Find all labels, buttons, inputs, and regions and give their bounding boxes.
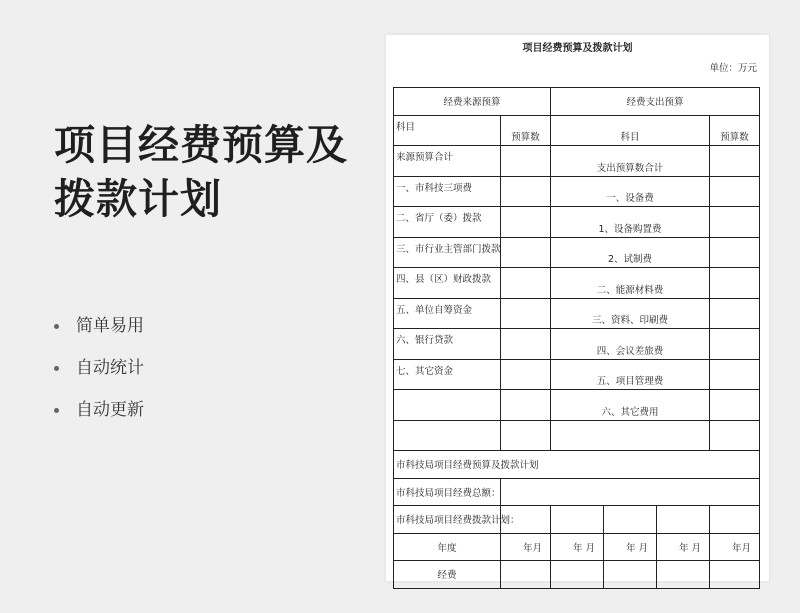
year-char: 年: [732, 542, 742, 554]
year-label: 年度: [394, 533, 501, 561]
income-item: 四、县（区）财政拨款: [394, 268, 501, 299]
funds-cell: [657, 561, 710, 589]
bullet-dot: [54, 324, 59, 329]
year-month-cell: [657, 533, 710, 561]
year-month-cell: [501, 533, 551, 561]
document-preview: [386, 35, 769, 581]
table-row: [394, 298, 760, 329]
expense-item: 2、试制费: [551, 237, 710, 268]
bullet-dot: [54, 408, 59, 413]
expense-subject-header: 科目: [551, 115, 710, 146]
feature-label: 简单易用: [76, 316, 144, 336]
income-item: 六、银行贷款: [394, 329, 501, 360]
column-header-row: [394, 115, 760, 146]
year-char: 年: [679, 542, 689, 554]
year-char: 年: [523, 542, 533, 554]
expense-value: [710, 298, 760, 329]
total-value: [501, 478, 760, 506]
plan-cell: [604, 506, 657, 534]
feature-label: 自动统计: [76, 358, 144, 378]
plan-label: 市科技局项目经费拨款计划：: [394, 506, 501, 534]
funds-cell: [710, 561, 760, 589]
year-month-cell: [604, 533, 657, 561]
feature-item: [54, 305, 144, 347]
expense-item: 六、其它费用: [551, 390, 710, 421]
income-item: 五、单位自筹资金: [394, 298, 501, 329]
feature-label: 自动更新: [76, 400, 144, 420]
plan-row: [394, 506, 760, 534]
income-subject-header: 科目: [394, 115, 501, 146]
document-title: 项目经费预算及拨款计划: [522, 43, 633, 54]
income-item: 来源预算合计: [394, 146, 501, 177]
table-row: [394, 268, 760, 299]
table-row: [394, 420, 760, 451]
income-item: [394, 390, 501, 421]
bullet-dot: [54, 366, 59, 371]
expense-value: [710, 237, 760, 268]
expense-value: [710, 146, 760, 177]
section-header-row: [394, 88, 760, 116]
income-value: [501, 237, 551, 268]
table-row: [394, 390, 760, 421]
plan-cell: [657, 506, 710, 534]
year-char: 年: [626, 542, 636, 554]
income-value: [501, 390, 551, 421]
total-label: 市科技局项目经费总额：: [394, 478, 501, 506]
table-row: [394, 359, 760, 390]
unit-label: 单位：万元: [709, 63, 757, 74]
expense-value: [710, 207, 760, 238]
income-value: [501, 176, 551, 207]
year-char: 年: [573, 542, 583, 554]
year-row: [394, 533, 760, 561]
month-char: 月: [532, 542, 543, 554]
feature-item: [54, 389, 144, 431]
funds-cell: [604, 561, 657, 589]
month-char: 月: [585, 542, 596, 554]
plan-title-row: [394, 451, 760, 479]
expense-value: [710, 420, 760, 451]
income-item: 三、市行业主管部门拨款: [394, 237, 501, 268]
table-row: [394, 329, 760, 360]
income-item: [394, 420, 501, 451]
income-value: [501, 207, 551, 238]
expense-section-header: 经费支出预算: [551, 88, 760, 116]
income-value: [501, 298, 551, 329]
expense-item: 1、设备购置费: [551, 207, 710, 238]
expense-item: 四、会议差旅费: [551, 329, 710, 360]
expense-value: [710, 268, 760, 299]
income-value: [501, 420, 551, 451]
income-budget-header: 预算数: [501, 115, 551, 146]
income-section-header: 经费来源预算: [394, 88, 551, 116]
income-value: [501, 329, 551, 360]
table-row: [394, 207, 760, 238]
year-month-cell: [710, 533, 760, 561]
feature-item: [54, 347, 144, 389]
funds-cell: [501, 561, 551, 589]
plan-cell: [551, 506, 604, 534]
table-row: [394, 176, 760, 207]
expense-item: [551, 420, 710, 451]
expense-item: 五、项目管理费: [551, 359, 710, 390]
hero-title: 项目经费预算及拨款计划: [54, 121, 348, 223]
table-row: [394, 146, 760, 177]
budget-table: [393, 87, 760, 589]
plan-cell: [710, 506, 760, 534]
funds-row: [394, 561, 760, 589]
table-row: [394, 237, 760, 268]
expense-budget-header: 预算数: [710, 115, 760, 146]
expense-value: [710, 176, 760, 207]
month-char: 月: [638, 542, 649, 554]
income-item: 七、其它资金: [394, 359, 501, 390]
expense-item: 三、资料、印刷费: [551, 298, 710, 329]
expense-item: 二、能源材料费: [551, 268, 710, 299]
month-char: 月: [691, 542, 702, 554]
expense-value: [710, 390, 760, 421]
income-value: [501, 268, 551, 299]
expense-value: [710, 359, 760, 390]
income-item: 一、市科技三项费: [394, 176, 501, 207]
expense-item: 支出预算数合计: [551, 146, 710, 177]
income-value: [501, 146, 551, 177]
feature-list: [54, 305, 144, 431]
funds-label: 经费: [394, 561, 501, 589]
funds-cell: [551, 561, 604, 589]
income-item: 二、省厅（委）拨款: [394, 207, 501, 238]
total-row: [394, 478, 760, 506]
year-month-cell: [551, 533, 604, 561]
plan-title: 市科技局项目经费预算及拨款计划: [394, 451, 760, 479]
expense-value: [710, 329, 760, 360]
income-value: [501, 359, 551, 390]
month-char: 月: [741, 542, 752, 554]
expense-item: 一、设备费: [551, 176, 710, 207]
